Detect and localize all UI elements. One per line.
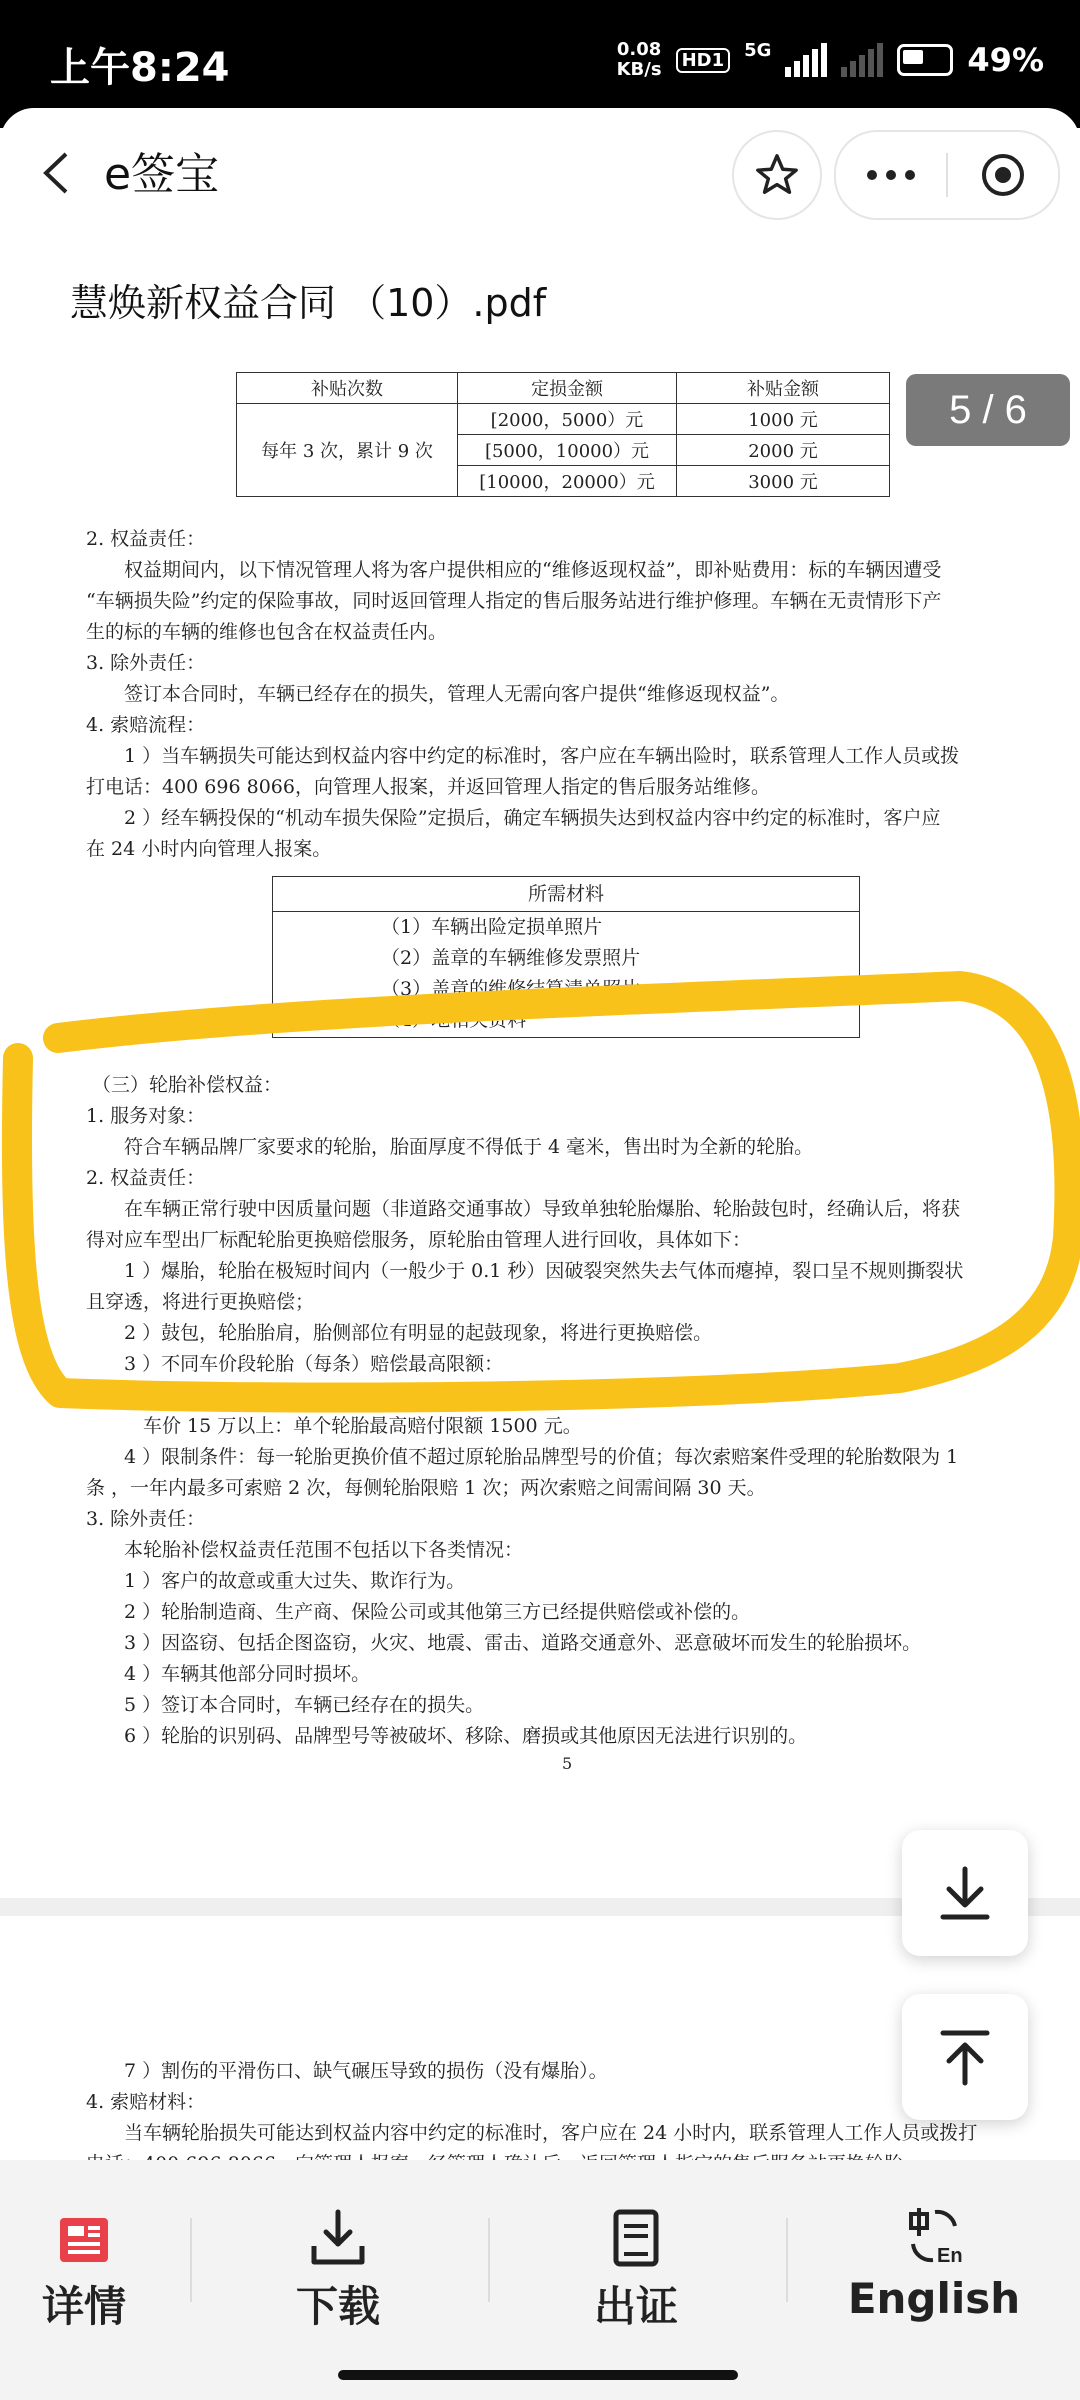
doc-line: 打电话：400 696 8066，向管理人报案，并返回管理人指定的售后服务站维修。 <box>86 776 770 798</box>
doc-line: 得对应车型出厂标配轮胎更换赔偿服务，原轮胎由管理人进行回收，具体如下： <box>86 1229 752 1251</box>
download-arrow-icon <box>935 1863 995 1923</box>
svg-text:En: En <box>937 2245 963 2267</box>
doc-line: 生的标的车辆的维修也包含在权益责任内。 <box>86 621 448 643</box>
more-icon[interactable] <box>836 132 946 218</box>
doc-line: 在车辆正常行驶中因质量问题（非道路交通事故）导致单独轮胎爆胎、轮胎鼓包时，经确认后，将获 <box>86 1198 961 1220</box>
signal-icon <box>785 43 827 77</box>
doc-line: 在 24 小时内向管理人报案。 <box>86 838 332 860</box>
doc-line: 当车辆轮胎损失可能达到权益内容中约定的标准时，客户应在 24 小时内，联系管理人工作人员或拨打 <box>86 2122 978 2144</box>
doc-line: 6 ）轮胎的识别码、品牌型号等被破坏、移除、磨损或其他原因无法进行识别的。 <box>86 1725 808 1747</box>
materials-table-header: 所需材料 <box>273 877 859 912</box>
doc-line: 签订本合同时，车辆已经存在的损失，管理人无需向客户提供“维修返现权益”。 <box>86 683 790 705</box>
hd-badge: HD1 <box>676 48 731 73</box>
doc-line: 4. 索赔材料： <box>86 2091 206 2113</box>
certificate-button[interactable]: 出证 <box>536 2204 736 2334</box>
status-time: 上午8:24 <box>50 45 230 91</box>
doc-line: 3. 除外责任： <box>86 652 206 674</box>
page-indicator-badge: 5 / 6 <box>906 374 1070 446</box>
doc-line: 车价 15 万以下：单个轮胎最高赔付限额 800 元。 <box>86 1384 570 1406</box>
doc-line: 5 ）签订本合同时，车辆已经存在的损失。 <box>86 1694 485 1716</box>
materials-row: （3）盖章的维修结算清单照片 <box>381 978 641 1000</box>
doc-line: 3. 除外责任： <box>86 1508 206 1530</box>
materials-table <box>272 876 860 1038</box>
download-fab[interactable] <box>902 1830 1028 1956</box>
doc-line: 2. 权益责任： <box>86 1167 206 1189</box>
details-icon <box>56 2212 112 2268</box>
doc-line: 符合车辆品牌厂家要求的轮胎，胎面厚度不得低于 4 毫米，售出时为全新的轮胎。 <box>86 1136 814 1158</box>
materials-row: （2）盖章的车辆维修发票照片 <box>381 947 641 969</box>
doc-line: 1 ）客户的故意或重大过失、欺诈行为。 <box>86 1570 466 1592</box>
pdf-page <box>0 358 1080 1898</box>
doc-line: “车辆损失险”约定的保险事故，同时返回管理人指定的售后服务站进行维护修理。车辆在无责情形下产 <box>86 590 942 612</box>
doc-line: 7 ）割伤的平滑伤口、缺气碾压导致的损伤（没有爆胎）。 <box>86 2060 608 2082</box>
doc-line: （三）轮胎补偿权益： <box>92 1074 283 1096</box>
battery-level: 49% <box>967 41 1044 79</box>
document-title: 慧焕新权益合同 （10）.pdf <box>70 281 547 325</box>
doc-line: 2 ）轮胎制造商、生产商、保险公司或其他第三方已经提供赔偿或补偿的。 <box>86 1601 751 1623</box>
network-speed: 0.08 KB/s <box>616 39 662 80</box>
materials-row: （1）车辆出险定损单照片 <box>381 916 603 938</box>
download-button[interactable]: 下载 <box>238 2204 438 2334</box>
star-icon <box>754 152 800 198</box>
favorite-button[interactable] <box>732 130 822 220</box>
download-icon <box>308 2208 368 2268</box>
home-indicator[interactable] <box>338 2370 738 2380</box>
app-name: e签宝 <box>104 149 220 200</box>
doc-line: 且穿透，将进行更换赔偿； <box>86 1291 315 1313</box>
materials-row: （4）地相关资料 <box>381 1009 527 1031</box>
arrow-up-to-top-icon <box>935 2027 995 2087</box>
certificate-icon <box>608 2208 664 2268</box>
translate-icon <box>901 2204 967 2268</box>
close-miniprogram-icon[interactable] <box>948 132 1058 218</box>
doc-line: 4 ）限制条件：每一轮胎更换价值不超过原轮胎品牌型号的价值；每次索赔案件受理的轮胎数限为 1 <box>86 1446 959 1468</box>
doc-line: 3 ）不同车价段轮胎（每条）赔偿最高限额： <box>86 1353 504 1375</box>
page-number: 5 <box>562 1754 573 1773</box>
network-type: 5G <box>744 40 772 61</box>
doc-line: 条 ，一年内最多可索赔 2 次，每侧轮胎限赔 1 次；两次索赔之间需间隔 30 天。 <box>86 1477 766 1499</box>
app-header <box>0 108 1080 358</box>
status-icons <box>617 40 1044 80</box>
miniprogram-capsule <box>834 130 1060 220</box>
doc-line: 4 ）车辆其他部分同时损坏。 <box>86 1663 371 1685</box>
doc-line: 2 ）鼓包，轮胎胎肩，胎侧部位有明显的起鼓现象，将进行更换赔偿。 <box>86 1322 713 1344</box>
signal-2-icon <box>841 43 883 77</box>
battery-icon <box>897 44 953 76</box>
back-to-top-fab[interactable] <box>902 1994 1028 2120</box>
bottom-toolbar <box>0 2160 1080 2400</box>
doc-line: 1. 服务对象： <box>86 1105 206 1127</box>
doc-line: 本轮胎补偿权益责任范围不包括以下各类情况： <box>86 1539 524 1561</box>
back-arrow-icon[interactable] <box>36 150 82 196</box>
doc-line: 4. 索赔流程： <box>86 714 206 736</box>
doc-line: 1 ）爆胎，轮胎在极短时间内（一般少于 0.1 秒）因破裂突然失去气体而瘪掉，裂口呈不规则撕裂状 <box>86 1260 964 1282</box>
english-button[interactable]: En English <box>834 2204 1034 2323</box>
doc-line: 3 ）因盗窃、包括企图盗窃，火灾、地震、雷击、道路交通意外、恶意破坏而发生的轮胎损坏。 <box>86 1632 922 1654</box>
doc-line: 2. 权益责任： <box>86 528 206 550</box>
subsidy-table: 补贴次数 定损金额 补贴金额 每年 3 次，累计 9 次 [2000，5000）元 1000 元 [5000，10000）元 2000 元 [10000，20000）元 3000 元 <box>236 372 890 497</box>
doc-line: 车价 15 万以上：单个轮胎最高赔付限额 1500 元。 <box>86 1415 582 1437</box>
doc-line: 2 ）经车辆投保的“机动车损失保险”定损后，确定车辆损失达到权益内容中约定的标准时，客户应 <box>86 807 941 829</box>
doc-line: 权益期间内，以下情况管理人将为客户提供相应的“维修返现权益”，即补贴费用：标的车辆因遭受 <box>86 559 942 581</box>
doc-line: 1 ）当车辆损失可能达到权益内容中约定的标准时，客户应在车辆出险时，联系管理人工作人员或拨 <box>86 745 960 767</box>
details-button[interactable]: 详情 <box>0 2204 184 2334</box>
